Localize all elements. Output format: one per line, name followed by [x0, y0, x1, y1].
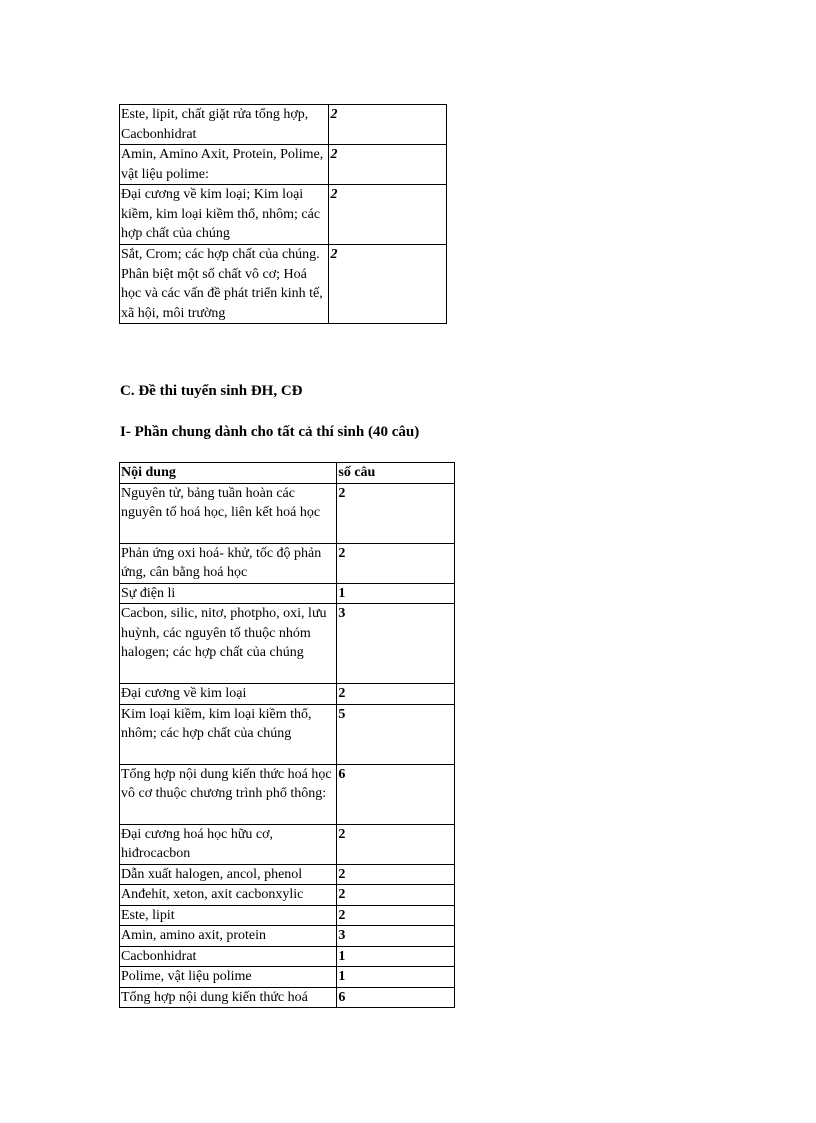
count-cell: 2	[337, 684, 455, 705]
topic-table-top	[119, 104, 447, 324]
count-cell: 2	[337, 483, 455, 543]
topic-cell: Tổng hợp nội dung kiến thức hoá	[120, 987, 337, 1008]
count-cell: 2	[329, 185, 447, 245]
topic-cell: Đại cương về kim loại	[120, 684, 337, 705]
table-row	[120, 885, 455, 906]
table-row	[120, 967, 455, 988]
topic-cell: Đại cương hoá học hữu cơ, hiđrocacbon	[120, 824, 337, 864]
count-cell: 1	[337, 946, 455, 967]
topic-cell: Kim loại kiềm, kim loại kiềm thổ, nhôm; các hợp chất của chúng	[120, 704, 337, 764]
header-count-cell: số câu	[337, 463, 455, 484]
count-cell: 2	[337, 864, 455, 885]
table-header-row	[120, 463, 455, 484]
count-cell: 2	[337, 543, 455, 583]
table-row	[120, 245, 447, 324]
table-row	[120, 483, 455, 543]
topic-cell: Nguyên tử, bảng tuần hoàn các nguyên tố hoá học, liên kết hoá học	[120, 483, 337, 543]
table-row	[120, 543, 455, 583]
table-row	[120, 926, 455, 947]
topic-cell: Anđehit, xeton, axit cacbonxylic	[120, 885, 337, 906]
count-cell: 2	[329, 145, 447, 185]
table-row	[120, 864, 455, 885]
topic-cell: Amin, Amino Axit, Protein, Polime, vật liệu polime:	[120, 145, 329, 185]
count-cell: 2	[337, 885, 455, 906]
count-cell: 2	[329, 105, 447, 145]
count-cell: 6	[337, 764, 455, 824]
count-cell: 2	[337, 824, 455, 864]
count-cell: 5	[337, 704, 455, 764]
topic-cell: Tổng hợp nội dung kiến thức hoá học vô cơ thuộc chương trình phổ thông:	[120, 764, 337, 824]
topic-cell: Sắt, Crom; các hợp chất của chúng. Phân biệt một số chất vô cơ; Hoá học và các vấn đề phát triển kinh tế, xã hội, môi trường	[120, 245, 329, 324]
topic-cell: Phản ứng oxi hoá- khử, tốc độ phản ứng, cân bằng hoá học	[120, 543, 337, 583]
table-row	[120, 145, 447, 185]
topic-cell: Cacbonhidrat	[120, 946, 337, 967]
table-row	[120, 684, 455, 705]
table-row	[120, 764, 455, 824]
topic-cell: Sự điện li	[120, 583, 337, 604]
topic-cell: Cacbon, silic, nitơ, photpho, oxi, lưu huỳnh, các nguyên tố thuộc nhóm halogen; các hợp chất của chúng	[120, 604, 337, 684]
table-row	[120, 704, 455, 764]
table-row	[120, 105, 447, 145]
topic-cell: Dẫn xuất halogen, ancol, phenol	[120, 864, 337, 885]
table-row	[120, 185, 447, 245]
table-row	[120, 604, 455, 684]
table-row	[120, 583, 455, 604]
count-cell: 2	[337, 905, 455, 926]
count-cell: 1	[337, 583, 455, 604]
count-cell: 1	[337, 967, 455, 988]
topic-cell: Polime, vật liệu polime	[120, 967, 337, 988]
table-row	[120, 824, 455, 864]
count-cell: 3	[337, 926, 455, 947]
topic-cell: Este, lipit, chất giặt rửa tổng hợp, Cacbonhidrat	[120, 105, 329, 145]
topic-cell: Este, lipit	[120, 905, 337, 926]
count-cell: 3	[337, 604, 455, 684]
section-c-heading: C. Đề thi tuyển sinh ĐH, CĐ	[120, 383, 303, 399]
header-content-cell: Nội dung	[120, 463, 337, 484]
count-cell: 6	[337, 987, 455, 1008]
table-row	[120, 946, 455, 967]
topic-cell: Amin, amino axit, protein	[120, 926, 337, 947]
table-row	[120, 905, 455, 926]
topic-cell: Đại cương về kim loại; Kim loại kiềm, kim loại kiềm thổ, nhôm; các hợp chất của chúng	[120, 185, 329, 245]
count-cell: 2	[329, 245, 447, 324]
section-i-heading: I- Phần chung dành cho tất cả thí sinh (40 câu)	[120, 424, 420, 440]
exam-structure-table	[119, 462, 455, 1008]
table-row	[120, 987, 455, 1008]
